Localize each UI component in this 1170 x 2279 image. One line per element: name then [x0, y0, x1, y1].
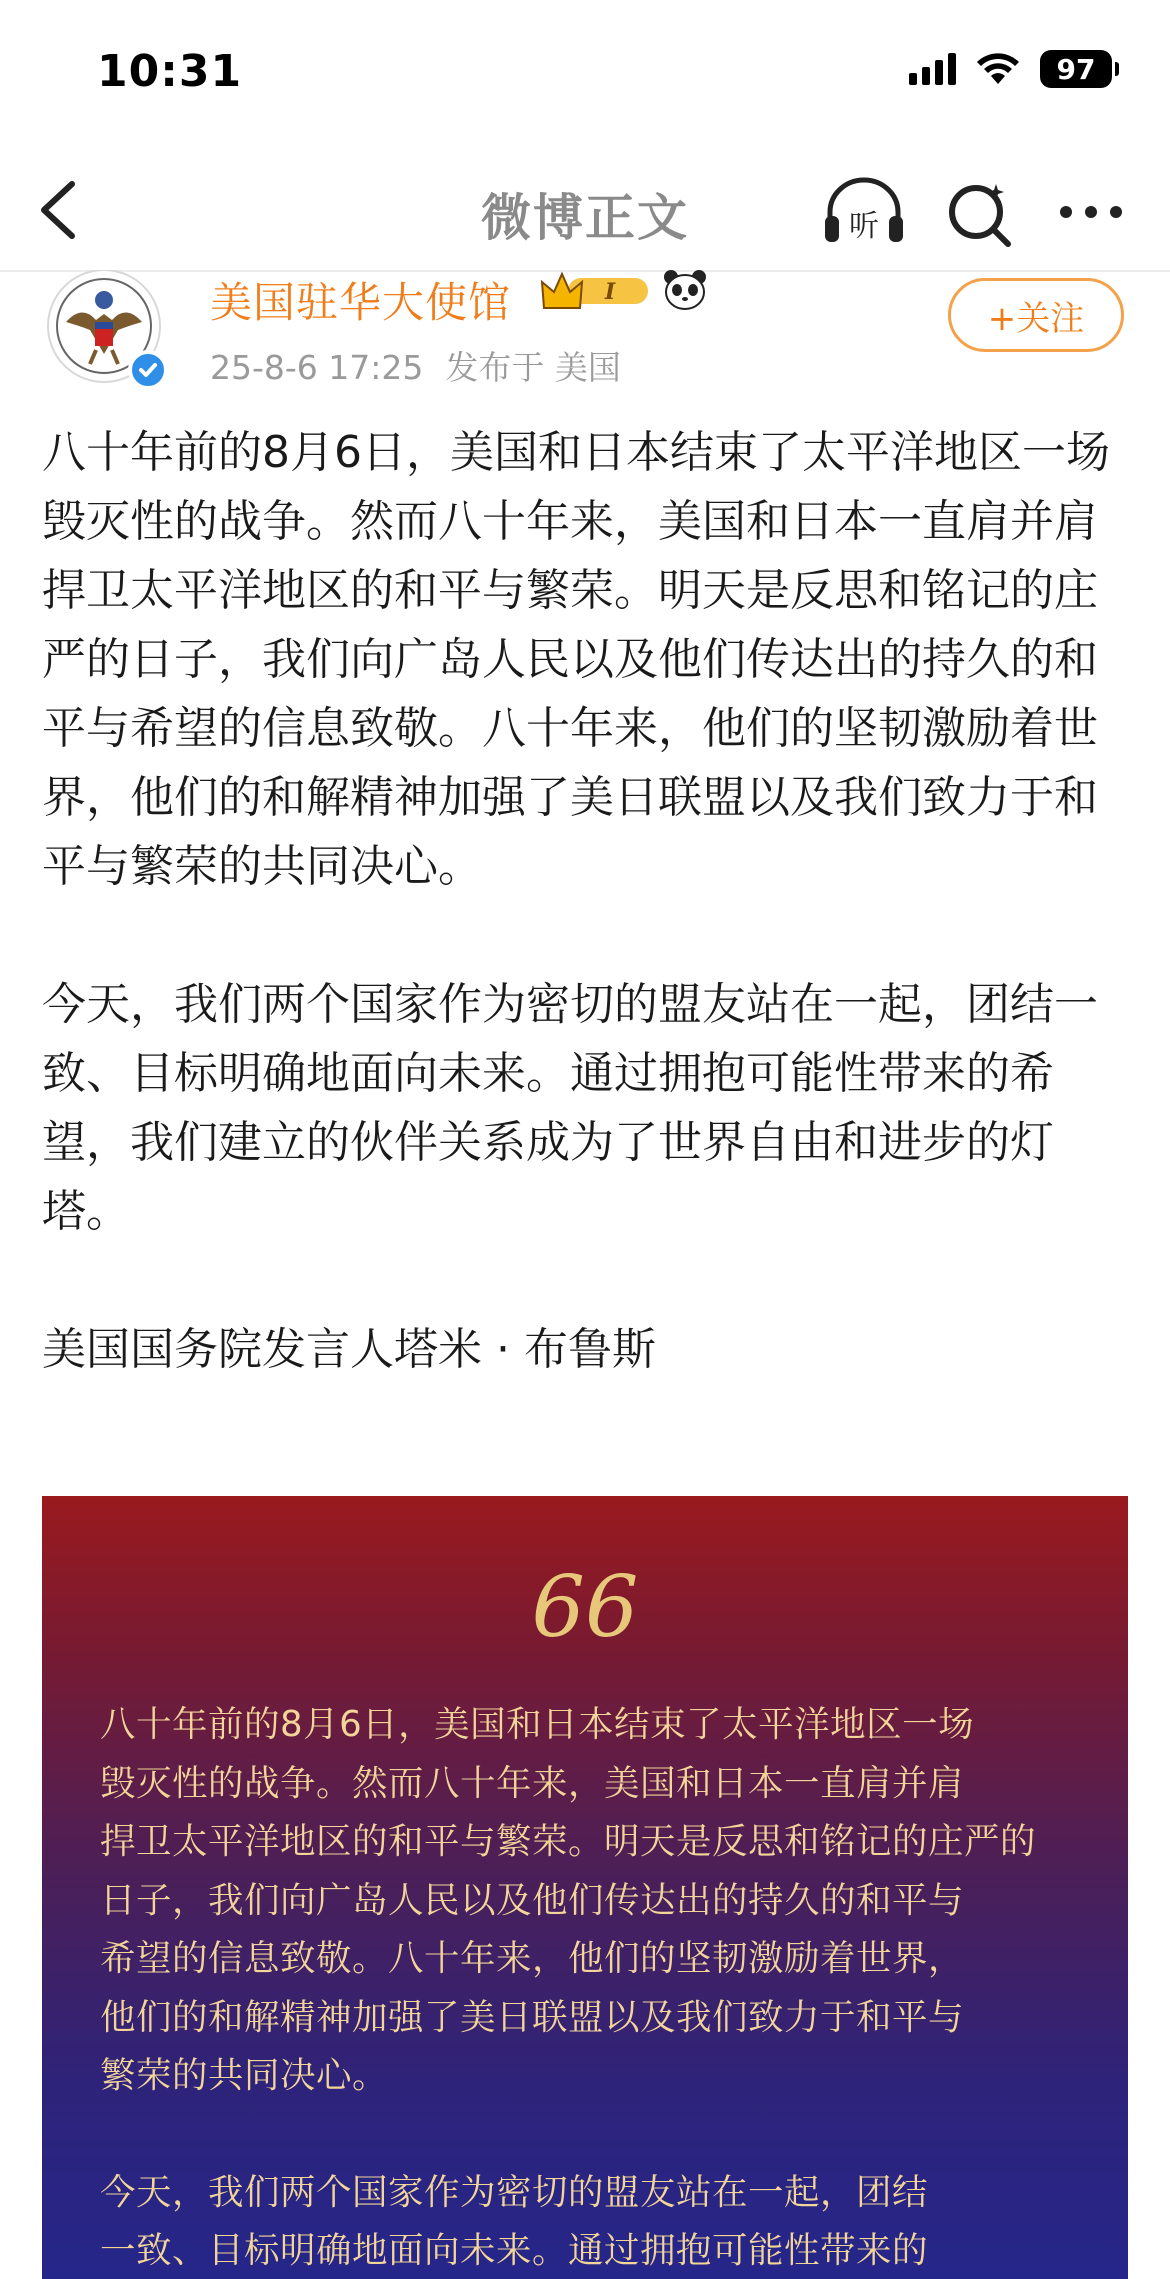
panda-icon — [662, 268, 708, 312]
post-timestamp: 25-8-6 17:25 — [210, 348, 424, 387]
post-meta — [210, 342, 621, 389]
wifi-icon — [976, 52, 1020, 86]
image-text-line: 繁荣的共同决心。 — [100, 2055, 389, 2096]
status-icons — [909, 50, 1112, 88]
nav-bar — [0, 150, 1170, 272]
crown-level-badge-icon — [540, 268, 654, 312]
post-signature: 美国国务院发言人塔米 · 布鲁斯 — [42, 1324, 656, 1375]
search-icon[interactable] — [944, 178, 1014, 248]
battery-indicator: 97 — [1040, 50, 1112, 88]
status-time: 10:31 — [97, 46, 243, 97]
post-body — [42, 418, 1132, 1384]
image-text-line: 他们的和解精神加强了美日联盟以及我们致力于和平与 — [100, 1996, 965, 2038]
user-badges — [540, 268, 708, 312]
cellular-signal-icon — [909, 53, 956, 85]
post-location: 发布于 美国 — [445, 348, 621, 387]
status-bar — [0, 0, 1170, 150]
follow-button[interactable]: +关注 — [948, 278, 1124, 352]
post-image[interactable] — [42, 1496, 1128, 2279]
author-row — [0, 270, 1170, 400]
image-text-line: 今天，我们两个国家作为密切的盟友站在一起，团结 — [100, 2171, 929, 2213]
quote-mark-icon: 66 — [531, 1558, 639, 1656]
page-title: 微博正文 — [481, 189, 689, 247]
image-text-line: 毁灭性的战争。然而八十年来，美国和日本一直肩并肩 — [100, 1762, 965, 1804]
image-text — [100, 1696, 1090, 2279]
author-name[interactable]: 美国驻华大使馆 — [210, 278, 512, 327]
post-paragraph: 今天，我们两个国家作为密切的盟友站在一起，团结一致、目标明确地面向未来。通过拥抱可能性带来的希望，我们建立的伙伴关系成为了世界自由和进步的灯塔。 — [42, 979, 1098, 1237]
more-icon[interactable] — [1056, 200, 1126, 224]
image-text-line: 希望的信息致敬。八十年来，他们的坚韧激励着世界， — [100, 1938, 965, 1979]
image-text-line: 八十年前的8月6日，美国和日本结束了太平洋地区一场 — [100, 1704, 975, 1745]
post-paragraph: 八十年前的8月6日，美国和日本结束了太平洋地区一场毁灭性的战争。然而八十年来，美国和日本一直肩并肩捍卫太平洋地区的和平与繁荣。明天是反思和铭记的庄严的日子，我们向广岛人民以及他们传达出的持久的和平与希望的信息致敬。八十年来，他们的坚韧激励着世界，他们的和解精神加强了美日联盟以及我们致力于和平与繁荣的共同决心。 — [42, 427, 1110, 892]
image-text-line: 捍卫太平洋地区的和平与繁荣。明天是反思和铭记的庄严的 — [100, 1821, 1037, 1862]
image-text-line: 一致、目标明确地面向未来。通过拥抱可能性带来的 — [100, 2230, 929, 2271]
image-text-line: 日子，我们向广岛人民以及他们传达出的持久的和平与 — [100, 1879, 965, 1921]
listen-icon[interactable] — [822, 176, 906, 246]
listen-label: 听 — [849, 209, 879, 244]
verified-badge-icon — [128, 350, 168, 390]
svg-text:I: I — [604, 279, 616, 305]
